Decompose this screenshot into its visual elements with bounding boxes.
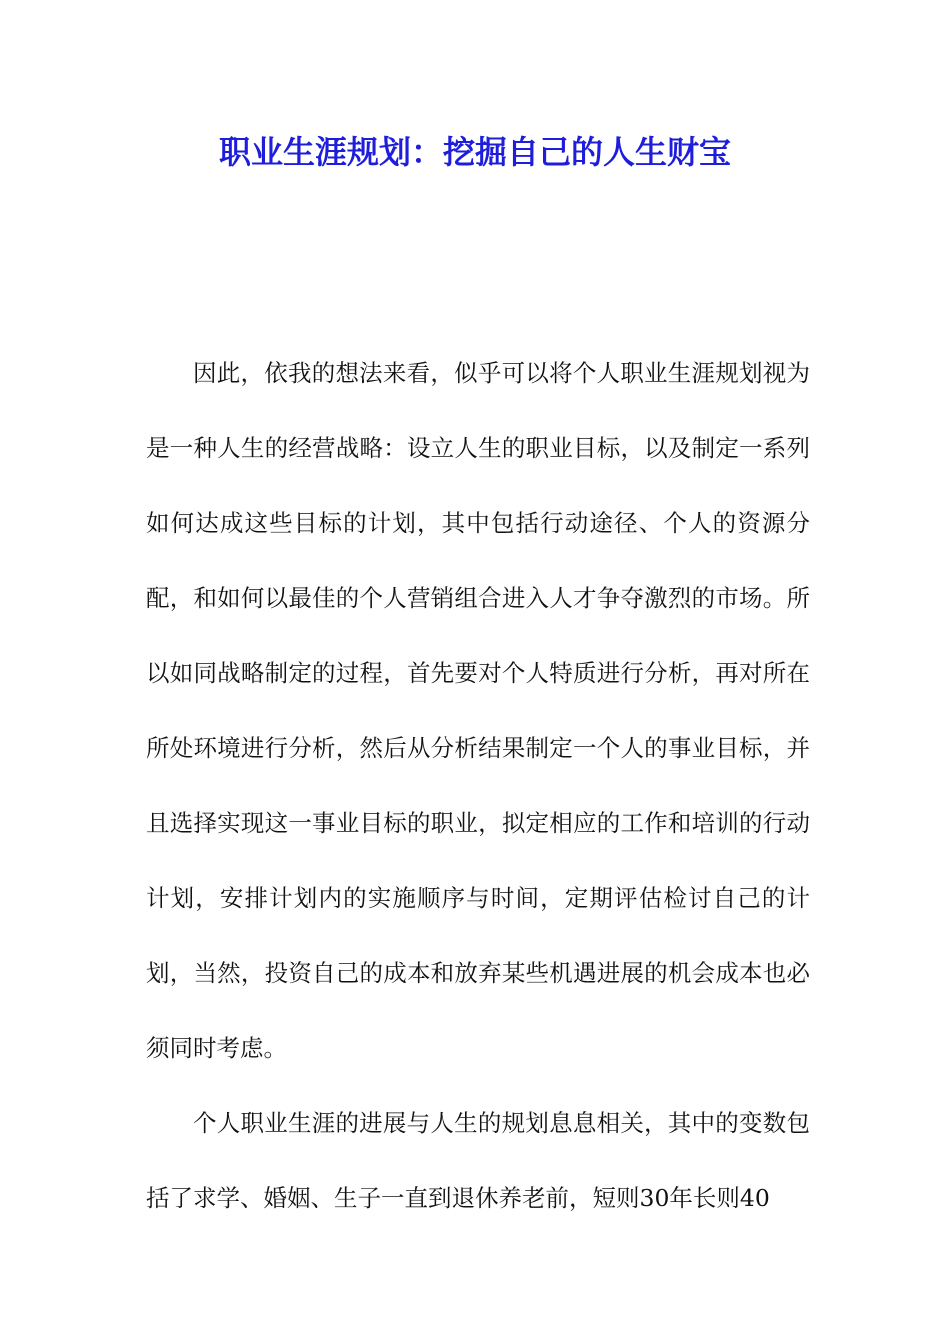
document-title: 职业生涯规划：挖掘自己的人生财宝 <box>218 133 731 171</box>
paragraph-1: 因此，依我的想法来看，似乎可以将个人职业生涯规划视为是一种人生的经营战略：设立人生的职业目标，以及制定一系列如何达成这些目标的计划，其中包括行动途径、个人的资源分配，和如何以最佳的个人营销组合进入人才争夺激烈的市场。所以如同战略制定的过程，首先要对个人特质进行分析，再对所在所处环境进行分析，然后从分析结果制定一个人的事业目标，并且选择实现这一事业目标的职业，拟定相应的工作和培训的行动计划，安排计划内的实施顺序与时间，定期评估检讨自己的计划，当然，投资自己的成本和放弃某些机遇进展的机会成本也必须同时考虑。 <box>146 359 810 1062</box>
paragraph-2: 个人职业生涯的进展与人生的规划息息相关，其中的变数包括了求学、婚姻、生子一直到退休养老前，短则30年长则40 <box>146 1109 810 1212</box>
document-body <box>146 336 810 1236</box>
